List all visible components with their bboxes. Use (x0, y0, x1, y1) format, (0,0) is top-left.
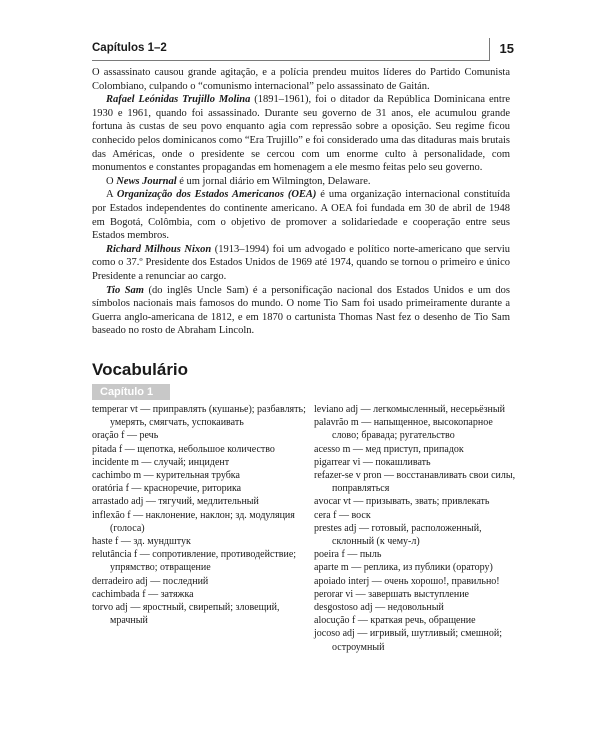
vocabulary-entry: avocar vt — призывать, звать; привлекать (314, 496, 490, 508)
vocabulary-entry: prestes adj — готовый, расположенный, склонный (к чему-л) (314, 522, 482, 548)
vocabulary-entry: aparte m — реплика, из публики (оратору) (314, 562, 493, 574)
header-divider (489, 38, 490, 60)
page-header (92, 38, 514, 60)
note-term: Organização dos Estados Americanos (OEA) (116, 189, 317, 201)
chapter-label: Capítulo 1 (92, 384, 170, 400)
vocabulary-entry: temperar vt — приправлять (кушанье); разбавлять; умерять, смягчать, успокаивать (92, 404, 306, 429)
vocabulary-entry: inflexão f — наклонение, наклон; зд. модуляция (голоса) (92, 509, 295, 534)
vocabulary-entry: acesso m — мед приступ, припадок (314, 443, 464, 455)
vocabulary-right-column (314, 403, 516, 654)
page-number: 15 (499, 41, 514, 56)
note-paragraph: A Organização dos Estados Americanos (OEA) é uma organização internacional constituída por Estados independentes do continente americano. A OEA foi fundada em 30 de abril de 1948 em Bogotá, Colômbia, com o objetivo de promover a solidariedade e cooperação entre seus Estados membros. (92, 189, 510, 242)
vocabulary-entry: pigarrear vi — покашливать (314, 456, 431, 468)
note-term: Rafael Leónidas Trujillo Molina (106, 94, 251, 106)
vocabulary-entry: cachimbada f — затяжка (92, 588, 194, 600)
note-paragraph: O assassinato causou grande agitação, e a polícia prendeu muitos líderes do Partido Comunista Colombiano, culpando o “comunismo internacional” pelo assassinato de Gaitán. (92, 67, 510, 92)
vocabulary-entry: jocoso adj — игривый, шутливый; смешной; остроумный (314, 628, 503, 653)
vocabulary-entry: refazer-se v pron — восстанавливать свои силы, поправляться (314, 470, 516, 495)
vocabulary-entry: derradeiro adj — последний (92, 575, 209, 587)
vocabulary-entry: apoiado interj — очень хорошо!, правильно! (314, 575, 500, 587)
note-paragraph: O News Journal é um jornal diário em Wilmington, Delaware. (106, 175, 371, 187)
vocabulary-entry: palavrão m — напыщенное, высокопарное слово; бравада; ругательство (314, 417, 493, 442)
vocabulary-entry: cachimbo m — курительная трубка (92, 470, 240, 482)
vocabulary-entry: alocução f — краткая речь, обращение (314, 615, 476, 627)
vocabulary-entry: perorar vi — завершать выступление (314, 588, 469, 600)
note-paragraph: Rafael Leónidas Trujillo Molina (1891–1961), foi o ditador da República Dominicana entre 1930 e 1961, quando foi assassinado. Durante seu governo de 31 anos, ele acumulou grande fortuna às custas de seu povo enquanto agia com repressão sobre a oposição. Seu regime ficou conhecido pelos dominicanos como “Era Trujillo” e foi considerado uma das ditaduras mais brutais das Américas, onde o presidente se cercou com um enorme culto à personalidade, com monumentos e constantes propagandas em homenagem a ele mesmo feitas pelo seu governo. (92, 94, 510, 174)
vocabulary-entry: poeira f — пыль (314, 549, 382, 561)
vocabulary-entry: oratória f — красноречие, риторика (92, 483, 242, 495)
header-rule (92, 60, 490, 61)
vocabulary-entry: haste f — зд. мундштук (92, 536, 191, 548)
vocabulary-entry: pitada f — щепотка, небольшое количество (92, 443, 275, 455)
note-paragraph: Richard Milhous Nixon (1913–1994) foi um advogado e político norte-americano que serviu como o 37.º Presidente dos Estados Unidos de 1969 até 1974, quando se tornou o primeiro e único Presidente a renunciar ao cargo. (92, 243, 510, 282)
vocabulary-entry: relutância f — сопротивление, противодействие; упрямство; отвращение (92, 549, 297, 574)
vocabulary-entry: desgostoso adj — недовольный (314, 602, 444, 614)
vocabulary-left-column (92, 403, 307, 627)
note-term: Richard Milhous Nixon (106, 243, 212, 255)
vocabulary-entry: oração f — речь (92, 430, 159, 442)
vocabulary-entry: leviano adj — легкомысленный, несерьёзный (314, 404, 505, 415)
note-term: News Journal (116, 175, 177, 187)
vocabulary-entry: arrastado adj — тягучий, медлительный (92, 496, 259, 508)
vocabulary-entry: cera f — воск (314, 509, 371, 521)
vocabulary-entry: incidente m — случай; инцидент (92, 456, 230, 468)
note-paragraph: Tio Sam (do inglês Uncle Sam) é a personificação nacional dos Estados Unidos e um dos símbolos nacionais mais famosos do mundo. O nome Tio Sam foi usado primeiramente durante a Guerra anglo-americana de 1812, e em 1870 o cartunista Thomas Nast fez o desenho de Tio Sam baseado no rosto de Abraham Lincoln. (92, 284, 510, 337)
vocabulary-heading: Vocabulário (92, 360, 189, 379)
running-head: Capítulos 1–2 (92, 42, 167, 54)
vocabulary-entry: torvo adj — яростный, свирепый; зловещий, мрачный (92, 602, 280, 627)
notes-text (92, 66, 510, 338)
note-term: Tio Sam (106, 284, 144, 296)
